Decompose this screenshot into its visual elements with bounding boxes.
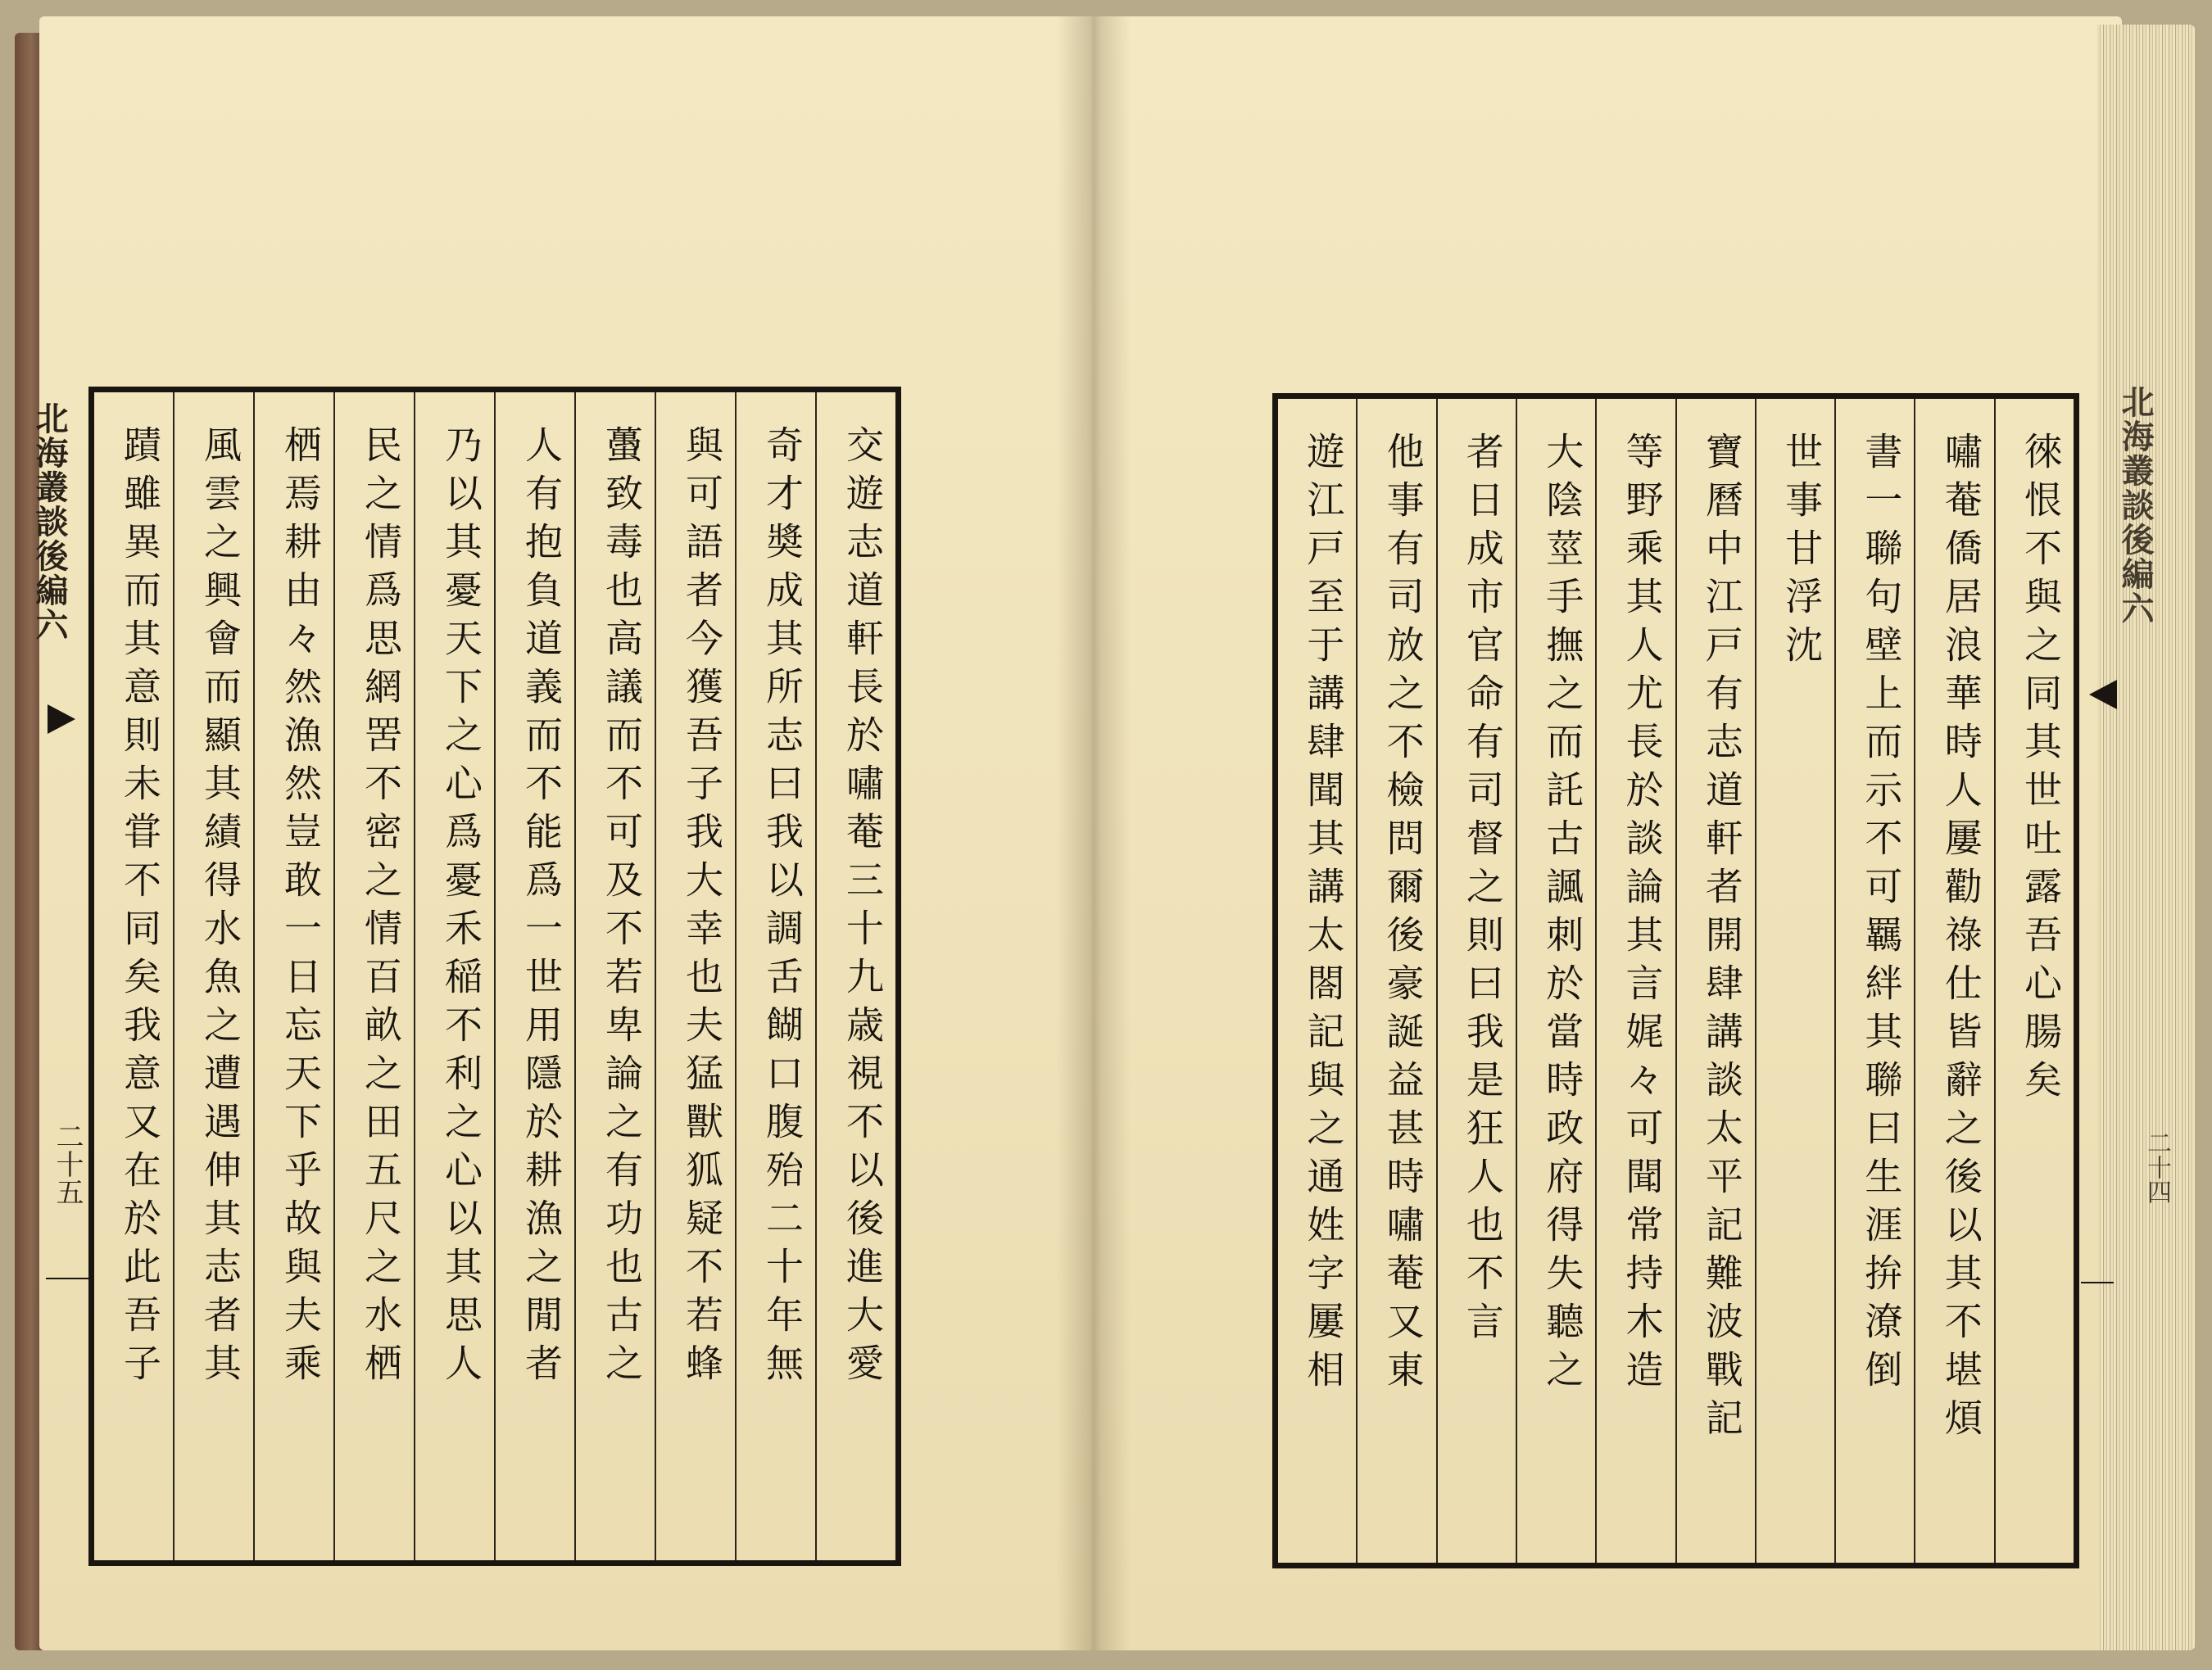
left-column-3: 與可語者今獲吾子我大幸也夫猛獸狐疑不若蜂 xyxy=(655,392,735,1560)
right-column-3: 書一聯句壁上而示不可羈絆其聯曰生涯拚潦倒 xyxy=(1834,399,1914,1563)
right-text-columns xyxy=(1278,399,2074,1563)
left-column-2: 奇才奬成其所志曰我以調舌餬口腹殆二十年無 xyxy=(735,392,815,1560)
right-page-number: 二十四 xyxy=(2142,1130,2171,1204)
left-margin-rule xyxy=(46,1278,88,1279)
right-column-10: 遊江戸至于講肆聞其講太閤記與之通姓字屢相 xyxy=(1301,432,1346,1398)
left-column-10: 蹟雖異而其意則未甞不同矣我意又在於此吾子 xyxy=(118,425,162,1392)
book-gutter xyxy=(1057,16,1131,1650)
left-text-columns xyxy=(94,392,895,1560)
left-column-4: 蠆致毒也高議而不可及不若卑論之有功也古之 xyxy=(574,392,655,1560)
left-column-7: 民之情爲思網罟不密之情百畝之田五尺之水栖 xyxy=(333,392,414,1560)
left-text-frame xyxy=(88,387,901,1566)
left-running-title: 北海叢談後編六 xyxy=(30,401,69,642)
right-column-6: 等野乘其人尤長於談論其言娓々可聞常持木造 xyxy=(1595,399,1675,1563)
right-column-9: 他事有司放之不檢問爾後豪誕益甚時嘯菴又東 xyxy=(1356,399,1435,1563)
left-column-1: 交遊志道軒長於嘯菴三十九歳視不以後進大愛 xyxy=(815,392,895,1560)
right-fold-mark-icon xyxy=(2089,680,2117,709)
right-column-4: 世事甘浮沈 xyxy=(1755,399,1834,1563)
left-column-9: 風雲之興會而顯其績得水魚之遭遇伸其志者其 xyxy=(173,392,253,1560)
left-fold-mark-icon xyxy=(48,704,75,734)
left-column-8: 栖焉耕由々然漁然豈敢一日忘天下乎故與夫乘 xyxy=(253,392,333,1560)
left-page-number: 二十五 xyxy=(51,1122,84,1206)
right-margin-rule xyxy=(2081,1282,2114,1283)
left-column-5: 人有抱負道義而不能爲一世用隱於耕漁之閒者 xyxy=(494,392,574,1560)
right-column-5: 寶曆中江戸有志道軒者開肆講談太平記難波戰記 xyxy=(1675,399,1755,1563)
left-column-6: 乃以其憂天下之心爲憂禾稲不利之心以其思人 xyxy=(414,392,494,1560)
page-edges xyxy=(2097,25,2196,1650)
right-column-7: 大陰莖手撫之而託古諷刺於當時政府得失聽之 xyxy=(1516,399,1595,1563)
right-text-frame xyxy=(1272,393,2079,1568)
right-column-1: 徠恨不與之同其世吐露吾心腸矣 xyxy=(1994,399,2074,1563)
right-running-title: 北海叢談後編六 xyxy=(2116,385,2155,626)
right-column-8: 者日成市官命有司督之則曰我是狂人也不言 xyxy=(1436,399,1516,1563)
right-column-2: 嘯菴僑居浪華時人屢勸祿仕皆辭之後以其不堪煩 xyxy=(1914,399,1993,1563)
